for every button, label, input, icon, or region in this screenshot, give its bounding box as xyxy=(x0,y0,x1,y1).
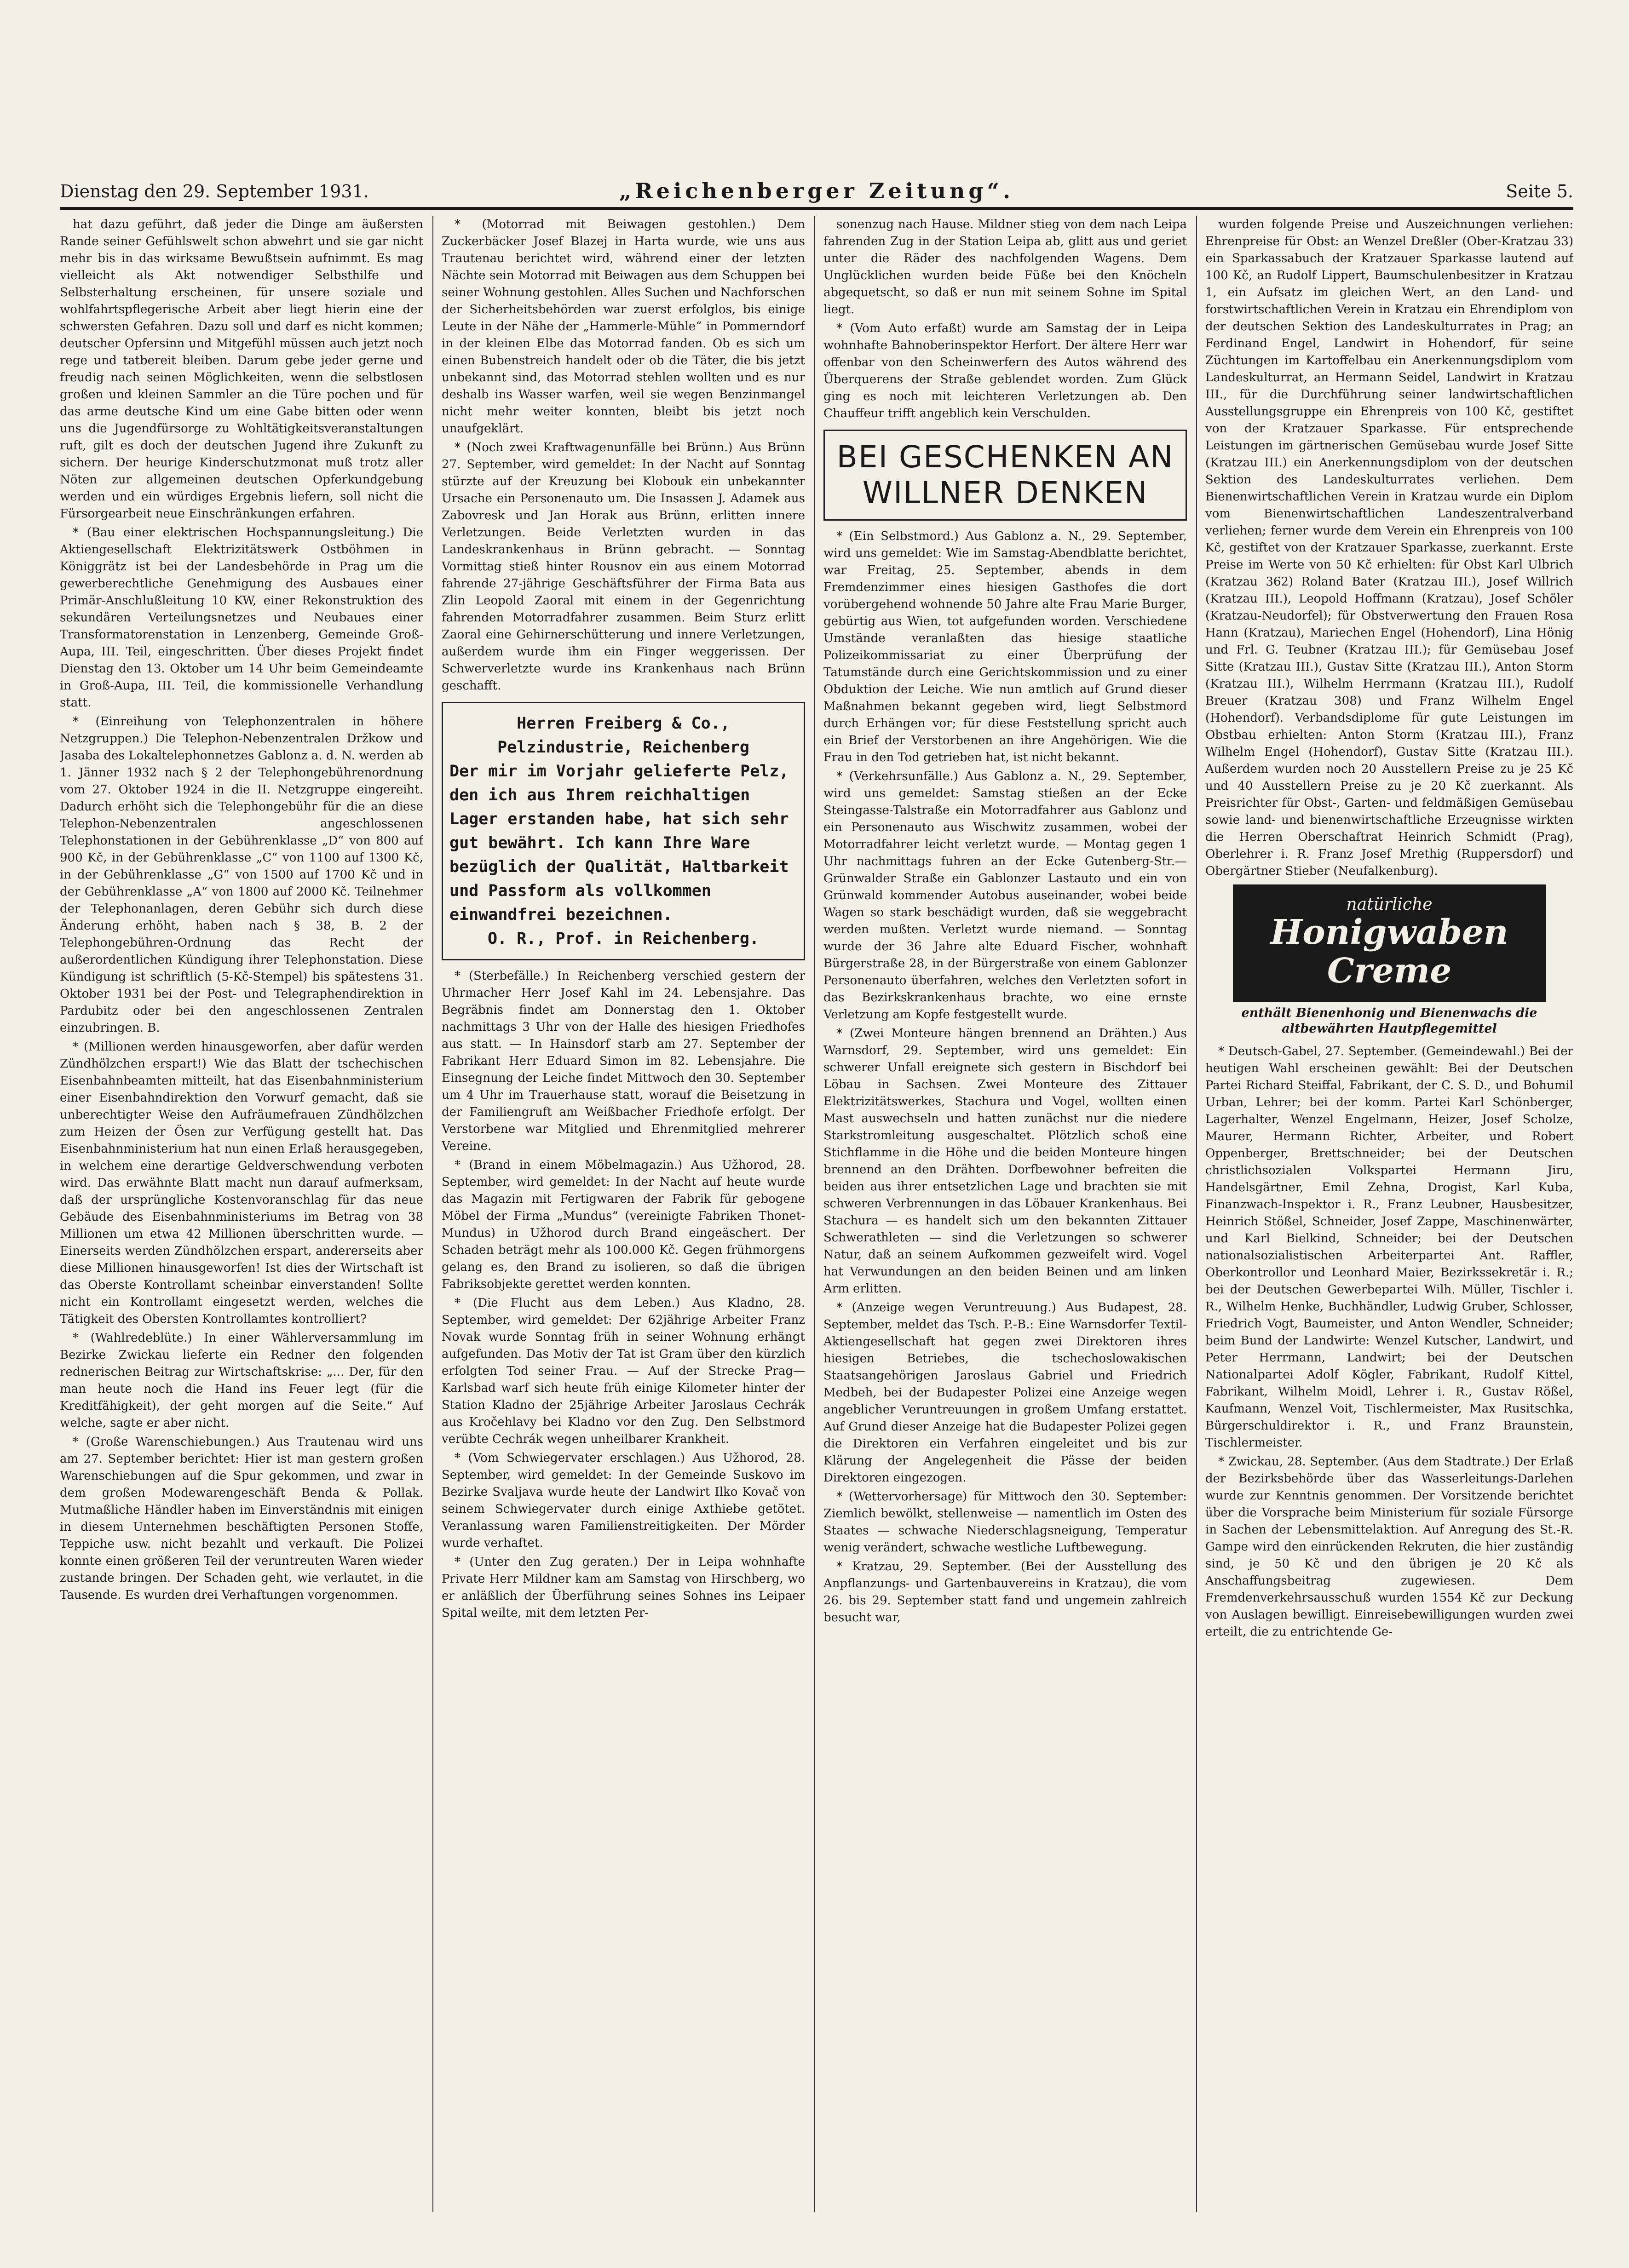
article-paragraph: * (Unter den Zug geraten.) Der in Leipa wohnhafte Private Herr Mildner kam am Samstag von Hirschberg, wo er anläßlich der Überführung seines Sohnes ins Leipaer Spital weilte, mit dem letzten Per- xyxy=(442,1555,805,1620)
article-paragraph: wurden folgende Preise und Auszeichnungen verliehen: Ehrenpreise für Obst: an Wenzel Dreßler (Ober-Kratzau 33) ein Sparkassabuch der Kratzauer Sparkasse lautend auf 100 Kč, an Rudolf Lippert, Baumschulenbesitzer in Kratzau 1, ein Aufsatz im gleichen Wert, an den Land- und forstwirtschaftlichen Verein in Kratzau ein Ehrendiplom von der deutschen Sektion des Landeskulturrates in Prag; an Ferdinand Engel, Landwirt in Hohendorf, für seine Züchtungen im Kartoffelbau ein Anerkennungsdiplom vom Landeskulturrat, an Hermann Seidel, Landwirt in Kratzau III., für die Durchführung seiner landwirtschaftlichen Ausstellungsgruppe ein Ehrenpreis von 100 Kč, gestiftet von der Kratzauer Sparkasse. Für entsprechende Leistungen im gärtnerischen Gemüsebau wurde Josef Sitte (Kratzau III.) ein Anerkennungsdiplom von der deutschen Sektion des Landeskulturrates verliehen. Dem Bienenwirtschaftlichen Verein in Kratzau wurde ein Diplom vom Bienenwirtschaftlichen Landeszentralverband verliehen; ferner wurde dem Verein ein Ehrenpreis von 100 Kč, gestiftet von der Kratzauer Sparkasse, zuerkannt. Erste Preise im Werte von 50 Kč erhielten: für Obst Karl Ulbrich (Kratzau 362) Roland Bater (Kratzau III.), Josef Willrich (Kratzau III.), Leopold Hoffmann (Kratzau), Josef Schöler (Kratzau-Neudorfel); für Obstverwertung den Frauen Rosa Hann (Kratzau), Mariechen Engel (Hohendorf), Lina Hönig und Frl. G. Teubner (Kratzau III.); für Gemüsebau Josef Sitte (Kratzau III.), Gustav Sitte (Kratzau III.), Anton Storm (Kratzau III.), Wilhelm Herrmann (Kratzau III.), Rudolf Breuer (Kratzau 308) und Franz Wilhelm Engel (Hohendorf). Verbandsdiplome für gute Leistungen im Obstbau erhielten: Anton Storm (Kratzau III.), Franz Wilhelm Engel (Hohendorf), Gustav Sitte (Kratzau III.). Außerdem wurden noch 20 Ausstellern Preise zu je 25 Kč und 40 Ausstellern Preise zu je 20 Kč zuerkannt. Als Preisrichter für Obst-, Garten- und feldmäßigen Gemüsebau sowie land- und bienenwirtschaftliche Erzeugnisse wirkten die Herren Oberschaftrat Heinrich Schmidt (Prag), Oberlehrer i. R. Franz Josef Mrethig (Ruppersdorf) und Obergärtner Stieber (Neufalkenburg). xyxy=(1205,218,1573,878)
honig-ad-brand: Honigwaben Creme xyxy=(1270,913,1508,991)
newspaper-page xyxy=(60,166,1573,2217)
article-paragraph: * (Vom Auto erfaßt) wurde am Samstag der in Leipa wohnhafte Bahnoberinspektor Herfort. Der ältere Herr war offenbar von den Scheinwerfern des Autos während des Überquerens der Straße geblendet worden. Zum Glück ging es noch mit leichteren Verletzungen ab. Den Chauffeur trifft angeblich kein Verschulden. xyxy=(823,322,1187,420)
column-2 xyxy=(442,216,805,2212)
pelz-ad-body: Der mir im Vorjahr gelieferte Pelz, den ich aus Ihrem reichhaltigen Lager erstanden habe, hat sich sehr gut bewährt. Ich kann Ihre Ware bezüglich der Qualität, Haltbarkeit und Passform als vollkommen einwandfrei bezeichnen. xyxy=(449,762,789,924)
article-paragraph: * (Verkehrsunfälle.) Aus Gablonz a. N., 29. September, wird uns gemeldet: Samstag stießen an der Ecke Steingasse-Talstraße ein Motorradfahrer aus Gablonz und ein Personenauto aus Wischwitz zusammen, wobei der Motorradfahrer leicht verletzt wurde. — Montag gegen 1 Uhr nachmittags fuhren an der Ecke Gutenberg-Str.—Grünwalder Straße ein Gablonzer Lastauto und ein von Grünwald kommender Autobus auseinander, wobei beide Wagen so stark beschädigt wurden, daß sie weggebracht werden mußten. Verletzt wurde niemand. — Sonntag wurde der 36 Jahre alte Eduard Fischer, wohnhaft Bürgerstraße 28, in der Bürgerstraße von einem Gablonzer Personenauto überfahren, welches den Verletzten sofort in das Bezirkskrankenhaus brachte, wo eine ernste Verletzung am Kopfe festgestellt wurde. xyxy=(823,769,1187,1022)
article-paragraph: * (Wahlredeblüte.) In einer Wählerversammlung im Bezirke Zwickau lieferte ein Redner den folgenden rednerischen Beitrag zur Wirtschaftskrise: „... Der, für den man heute noch die Hand ins Feuer legt (für die Kreditfähigkeit), der geht morgen auf die Seite.“ Auf welche, sagte er aber nicht. xyxy=(60,1331,423,1430)
pelz-ad-signature: O. R., Prof. in Reichenberg. xyxy=(487,930,759,948)
column-rule xyxy=(1196,216,1197,2212)
honig-ad-small-text: natürliche xyxy=(1346,895,1433,914)
willner-advertisement: BEI GESCHENKEN AN WILLNER DENKEN xyxy=(823,430,1187,521)
article-paragraph: * (Bau einer elektrischen Hochspannungsleitung.) Die Aktiengesellschaft Elektrizitätswerk Ostböhmen in Königgrätz ist bei der Landesbehörde in Prag um die gewerberechtliche Genehmigung des Ausbaues einer Primär-Anschlußleitung 10 KW, einer Rekonstruktion des sekundären Verteilungsnetzes und Neubaues einer Transformatorenstation in Lenzenberg, Gemeinde Groß-Aupa, III. Teil, eingeschritten. Über dieses Projekt findet Dienstag den 13. Oktober um 14 Uhr beim Gemeindeamte in Groß-Aupa, III. Teil, die kommissionelle Verhandlung statt. xyxy=(60,526,423,710)
honigwaben-logo xyxy=(1233,884,1546,1002)
issue-date: Dienstag den 29. September 1931. xyxy=(60,181,369,201)
article-paragraph: * Zwickau, 28. September. (Aus dem Stadtrate.) Der Erlaß der Bezirksbehörde über das Wasserleitungs-Darlehen wurde zur Kenntnis genommen. Der Vorsitzende berichtet über die Vorsprache beim Ministerium für soziale Fürsorge in Sachen der Lebensmittelaktion. Auf Anregung des St.-R. Gampe wird den einrückenden Rekruten, die hier zuständig sind, je 50 Kč und den übrigen je 20 Kč als Anschaffungsbeitrag zugewiesen. Dem Fremdenverkehrsausschuß wurden 1554 Kč zur Deckung von Auslagen bewilligt. Einreisebewilligungen wurden zwei erteilt, die zu entrichtende Ge- xyxy=(1205,1455,1573,1639)
article-paragraph: * (Motorrad mit Beiwagen gestohlen.) Dem Zuckerbäcker Josef Blazej in Harta wurde, wie uns aus Trautenau berichtet wird, während einer der letzten Nächte sein Motorrad mit Beiwagen aus dem Schuppen bei seiner Wohnung gestohlen. Alles Suchen und Nachforschen der Sicherheitsbehörden war zuerst erfolglos, bis einige Leute in der Nähe der „Hammerle-Mühle“ in Pommerndorf in der kleinen Elbe das Motorrad fanden. Ob es sich um einen Bubenstreich handelt oder ob die Täter, die bis jetzt unbekannt sind, das Motorrad stehlen wollten und es nur deshalb ins Wasser warfen, weil sie wegen Benzinmangel nicht mehr weiter konnten, bleibt bis jetzt noch unaufgeklärt. xyxy=(442,218,805,436)
pelz-ad-heading: Herren Freiberg & Co., Pelzindustrie, Reichenberg xyxy=(497,714,749,757)
article-paragraph: hat dazu geführt, daß jeder die Dinge am äußersten Rande seiner Gefühlswelt schon abwehrt und sie gar nicht mehr bis in das wirksame Bewußtsein aufnimmt. Es mag vielleicht als Akt notwendiger Selbsthilfe und Selbsterhaltung erscheinen, für unsere soziale und wohlfahrtspflegerische Arbeit aber liegt hierin eine der schwersten Gefahren. Dazu soll und darf es nicht kommen; deutscher Opfersinn und Mitgefühl müssen auch jetzt noch rege und tatbereit bleiben. Darum gebe jeder gerne und freudig nach seinen Möglichkeiten, wenn die selbstlosen großen und kleinen Sammler an die Türe pochen und für das arme deutsche Kind um eine Gabe bitten oder wenn uns die Jugendfürsorge zu Wohltätigkeitsveranstaltungen ruft, gilt es doch der deutschen Jugend ihre Zukunft zu sichern. Der heurige Kinderschutzmonat muß trotz aller Nöten zur allgemeinen deutschen Opferkundgebung werden und ein würdiges Ergebnis liefern, soll nicht die Fürsorgearbeit neue Einschränkungen erfahren. xyxy=(60,218,423,521)
honigwaben-advertisement xyxy=(1205,884,1573,1037)
article-paragraph: * Deutsch-Gabel, 27. September. (Gemeindewahl.) Bei der heutigen Wahl erscheinen gewählt: Bei der Deutschen Partei Richard Steiffal, Fabrikant, der C. S. D., und Bohumil Urban, Lehrer; bei der komm. Partei Karl Schönberger, Lagerhalter, Wenzel Engelmann, Heizer, Josef Scholze, Maurer, Hermann Richter, Arbeiter, und Robert Oppenberger, Brettschneider; bei der Deutschen christlichsozialen Volkspartei Hermann Jiru, Handelsgärtner, Emil Zehna, Drogist, Karl Kuba, Finanzwach-Inspektor i. R., Franz Leubner, Hausbesitzer, Heinrich Stößel, Schneider, Josef Zappe, Maschinenwärter, und Karl Bielkind, Schneider; bei der Deutschen nationalsozialistischen Arbeiterpartei Ant. Raffler, Oberkontrollor und Leonhard Maier, Bezirkssekretär i. R.; bei der Deutschen Gewerbepartei Wilh. Müller, Tischler i. R., Wilhelm Henke, Buchhändler, Ludwig Gruber, Schlosser, Friedrich Vogt, Baumeister, und Anton Wendler, Schneider; beim Bund der Landwirte: Wenzel Kutscher, Landwirt, und Peter Herrmann, Landwirt; bei der Deutschen Nationalpartei Adolf Kögler, Fabrikant, Rudolf Kittel, Fabrikant, Wilhelm Moidl, Lehrer i. R., Gustav Rößel, Kaufmann, Wenzel Voit, Tischlermeister, Max Rusitschka, Bürgerschuldirektor i. R., und Franz Braunstein, Tischlermeister. xyxy=(1205,1045,1573,1450)
honig-ad-tagline: enthält Bienenhonig und Bienenwachs die altbewährten Hautpflegemittel xyxy=(1241,1006,1537,1036)
article-paragraph: * Kratzau, 29. September. (Bei der Ausstellung des Anpflanzungs- und Gartenbauvereins in Kratzau), die vom 26. bis 29. September statt fand und ungemein zahlreich besucht war, xyxy=(823,1560,1187,1625)
pelz-advertisement xyxy=(442,702,805,960)
column-rule xyxy=(814,216,815,2212)
article-paragraph: * (Große Warenschiebungen.) Aus Trautenau wird uns am 27. September berichtet: Hier ist man gestern großen Warenschiebungen auf die Spur gekommen, und zwar in dem großen Modewarengeschäft Benda & Pollak. Mutmaßliche Händler haben im Einverständnis mit einigen in diesem Unternehmen beschäftigten Personen Stoffe, Teppiche usw. nicht bezahlt und verkauft. Die Polizei konnte einen größeren Teil der veruntreuten Waren wieder zustande bringen. Der Schaden geht, wie verlautet, in die Tausende. Es wurden drei Verhaftungen vorgenommen. xyxy=(60,1435,423,1602)
article-paragraph: * (Einreihung von Telephonzentralen in höhere Netzgruppen.) Die Telephon-Nebenzentralen Držkow und Jasaba des Lokaltelephonnetzes Gablonz a. d. N. werden ab 1. Jänner 1932 nach § 2 der Telephongebührenordnung vom 27. Oktober 1924 in die II. Netzgruppe eingereiht. Dadurch erhöht sich die Telephongebühr für die an diese Telephon-Nebenzentralen angeschlossenen Telephonstationen in der Gebührenklasse „D“ von 800 auf 900 Kč, in der Gebührenklasse „C“ von 1100 auf 1300 Kč, in der Gebührenklasse „G“ von 1500 auf 1700 Kč und in der Gebührenklasse „A“ von 1800 auf 2000 Kč. Teilnehmer der Telephonanlagen, deren Gebühr sich durch diese Änderung erhöht, haben nach § 38, B. 2 der Telephongebühren-Ordnung das Recht der außerordentlichen Kündigung ihrer Telephonstation. Diese Kündigung ist schriftlich (5-Kč-Stempel) bis spätestens 31. Oktober 1931 bei der Post- und Telegraphendirektion in Pardubitz oder bei den angeschlossenen Zentralen einzubringen. B. xyxy=(60,715,423,1035)
column-3 xyxy=(823,216,1187,2212)
article-paragraph: * (Wettervorhersage) für Mittwoch den 30. September: Ziemlich bewölkt, stellenweise — namentlich im Osten des Staates — schwache Niederschlagsneigung, Temperatur wenig verändert, schwache westliche Luftbewegung. xyxy=(823,1490,1187,1555)
article-paragraph: * (Die Flucht aus dem Leben.) Aus Kladno, 28. September, wird gemeldet: Der 62jährige Arbeiter Franz Novak wurde Sonntag früh in seiner Wohnung erhängt aufgefunden. Das Motiv der Tat ist Gram über den kürzlich erfolgten Tod seiner Frau. — Auf der Strecke Prag—Karlsbad warf sich heute früh einige Kilometer hinter der Station Kladno der 25jährige Arbeiter Jaroslaus Cechrák aus Kročehlavy bei Kladno vor den Zug. Den Selbstmord verübte Cechrák wegen unheilbarer Krankheit. xyxy=(442,1296,805,1446)
article-paragraph: * (Ein Selbstmord.) Aus Gablonz a. N., 29. September, wird uns gemeldet: Wie im Samstag-Abendblatte berichtet, war Freitag, 25. September, abends in dem Fremdenzimmer eines hiesigen Gasthofes die dort vorübergehend wohnende 50 Jahre alte Frau Marie Burger, gebürtig aus Wien, tot aufgefunden worden. Verschiedene Umstände veranlaßten das hiesige staatliche Polizeikommissariat zu einer Überprüfung der Tatumstände durch eine Gerichtskommission und zu einer Obduktion der Leiche. Wie nun amtlich auf Grund dieser Maßnahmen bekannt gegeben wird, liegt Selbstmord durch Erhängen vor; für diese Feststellung spricht auch ein Brief der Verstorbenen an ihre Angehörigen. Wie die Frau in den Tod getrieben hat, ist nicht bekannt. xyxy=(823,529,1187,764)
article-paragraph: * (Vom Schwiegervater erschlagen.) Aus Užhorod, 28. September, wird gemeldet: In der Gemeinde Suskovo im Bezirke Svaljava wurde heute der Landwirt Ilko Kovač von seinem Schwiegervater durch einige Axthiebe getötet. Veranlassung waren Familienstreitigkeiten. Der Mörder wurde verhaftet. xyxy=(442,1451,805,1550)
article-paragraph: * (Anzeige wegen Veruntreuung.) Aus Budapest, 28. September, meldet das Tsch. P.-B.: Eine Warnsdorfer Textil-Aktiengesellschaft hat gegen zwei Direktoren ihres hiesigen Betriebes, die tschechoslowakischen Staatsangehörigen Jaroslaus Gabriel und Friedrich Medbeh, bei der Budapester Polizei eine Anzeige wegen angeblicher Veruntreuungen in großem Umfang erstattet. Auf Grund dieser Anzeige hat die Budapester Polizei gegen die Direktoren ein Verfahren eingeleitet und bis zur Klärung der Angelegenheit die Pässe der beiden Direktoren eingezogen. xyxy=(823,1301,1187,1485)
masthead xyxy=(60,166,1573,210)
column-1 xyxy=(60,216,423,2212)
column-rule xyxy=(432,216,433,2212)
newspaper-title: „Reichenberger Zeitung“. xyxy=(619,178,1014,203)
article-paragraph: sonenzug nach Hause. Mildner stieg von dem nach Leipa fahrenden Zug in der Station Leipa ab, glitt aus und geriet unter die Räder des nachfolgenden Wagens. Dem Unglücklichen wurden beide Füße bei den Knöcheln abgequetscht, so daß er nun mit seinem Sohne im Spital liegt. xyxy=(823,218,1187,316)
article-paragraph: * (Brand in einem Möbelmagazin.) Aus Užhorod, 28. September, wird gemeldet: In der Nacht auf heute wurde das Magazin mit Fertigwaren der Fabrik für gebogene Möbel der Firma „Mundus“ (vereinigte Fabriken Thonet-Mundus) in Užhorod durch Brand eingeäschert. Der Schaden beträgt mehr als 100.000 Kč. Gegen frühmorgens gelang es, den Brand zu isolieren, so daß die übrigen Fabriksobjekte gerettet werden konnten. xyxy=(442,1158,805,1291)
article-paragraph: * (Zwei Monteure hängen brennend an Drähten.) Aus Warnsdorf, 29. September, wird uns gemeldet: Ein schwerer Unfall ereignete sich gestern in Bischdorf bei Löbau in Sachsen. Zwei Monteure des Zittauer Elektrizitätswerkes, Stachura und Vogel, wollten einen Mast auswechseln und hatten zunächst nur die niedere Starkstromleitung ausgeschaltet. Plötzlich schoß eine Stichflamme in die Höhe und die beiden Monteure hingen brennend an den Drähten. Dorfbewohner befreiten die beiden aus ihrer entsetzlichen Lage und brachten sie mit schweren Verbrennungen in das Löbauer Krankenhaus. Bei Stachura — es handelt sich um den bekannten Zittauer Schwerathleten — sind die Verletzungen so schwerer Natur, daß an seinem Aufkommen gezweifelt wird. Vogel hat Verwundungen an den beiden Beinen und am linken Arm erlitten. xyxy=(823,1027,1187,1296)
column-4 xyxy=(1205,216,1573,2212)
article-paragraph: * (Sterbefälle.) In Reichenberg verschied gestern der Uhrmacher Herr Josef Kahl im 24. Lebensjahre. Das Begräbnis findet am Donnerstag den 1. Oktober nachmittags 3 Uhr von der Halle des hiesigen Friedhofes aus statt. — In Hainsdorf starb am 27. September der Fabrikant Herr Eduard Simon im 82. Lebensjahre. Die Einsegnung der Leiche findet Mittwoch den 30. September um 4 Uhr im Trauerhause statt, worauf die Beisetzung in der Familiengruft am Weißbacher Friedhofe erfolgt. Der Verstorbene war Mitglied und Ehrenmitglied mehrerer Vereine. xyxy=(442,969,805,1153)
article-paragraph: * (Millionen werden hinausgeworfen, aber dafür werden Zündhölzchen erspart!) Wie das Blatt der tschechischen Eisenbahnbeamten mitteilt, hat das Eisenbahnministerium einer Eisenbahndirektion den Vorwurf gemacht, daß sie unberechtigter Weise den Aufräumefrauen Zündhölzchen zum Heizen der Ösen zur Verfügung gestellt hat. Das Eisenbahnministerium hat nun einen Erlaß herausgegeben, in welchem eine derartige Geldverschwendung verboten wird. Das erwähnte Blatt macht nun darauf aufmerksam, daß der ursprüngliche Kostenvoranschlag für das neue Gebäude des Eisenbahnministeriums im Betrag von 38 Millionen um etwa 42 Millionen überschritten wurde. — Einerseits werden Zündhölzchen erspart, andererseits aber diese Millionen hinausgeworfen! Ist dies der Wirtschaft ist das Oberste Kontrollamt scheinbar einverstanden! Sollte nicht ein Kontrollamt eingesetzt werden, welches die Tätigkeit des Obersten Kontrollamtes kontrolliert? xyxy=(60,1040,423,1326)
article-paragraph: * (Noch zwei Kraftwagenunfälle bei Brünn.) Aus Brünn 27. September, wird gemeldet: In der Nacht auf Sonntag stürzte auf der Kreuzung bei Klobouk ein unbekannter Ursache ein Personenauto um. Die Insassen J. Adamek aus Zabovresk und Jan Horak aus Brünn, erlitten innere Verletzungen. Beide Verletzten wurden in das Landeskrankenhaus in Brünn gebracht. — Sonntag Vormittag stieß hinter Rousnov ein aus einem Motorrad fahrende 27-jährige Geschäftsführer der Firma Bata aus Zlin Leopold Zaoral mit einem in der Gegenrichtung fahrenden Motorradfahrer zusammen. Beim Sturz erlitt Zaoral eine Gehirnerschütterung und innere Verletzungen, außerdem wurde ihm ein Finger weggerissen. Der Schwerverletzte wurde ins Krankenhaus nach Brünn geschafft. xyxy=(442,441,805,693)
page-number: Seite 5. xyxy=(1506,181,1573,201)
